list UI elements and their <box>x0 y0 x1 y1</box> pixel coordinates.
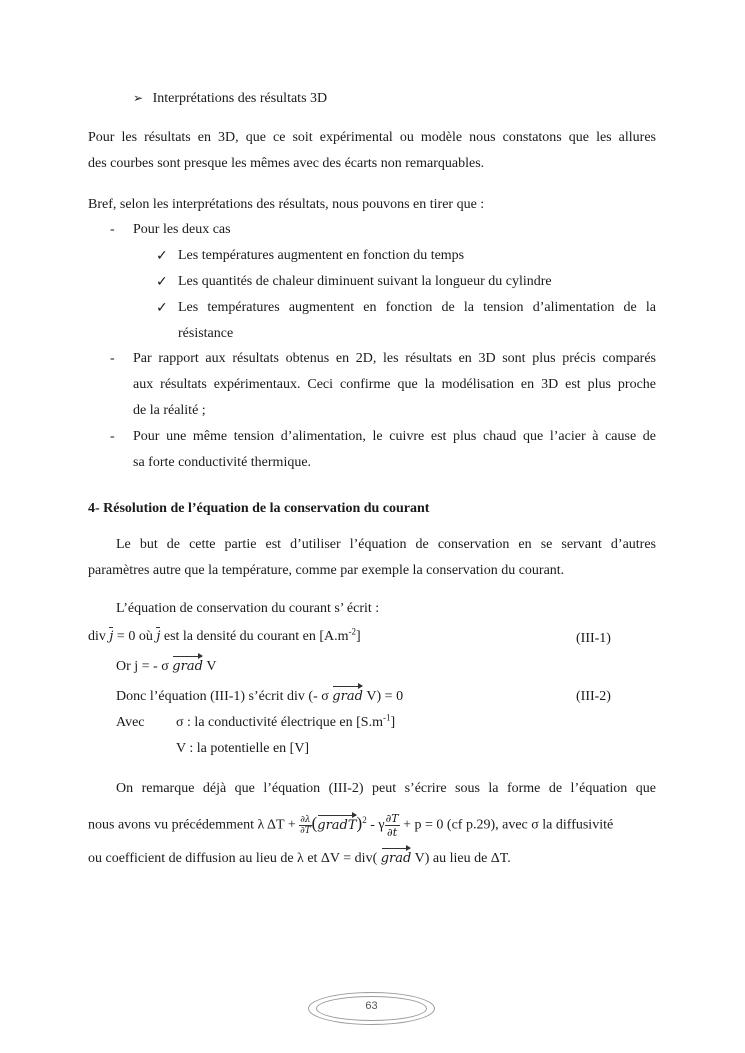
j-vector: j <box>109 629 114 644</box>
div-operator: div <box>88 629 106 644</box>
paren-close: ) <box>356 813 363 833</box>
sigma-exponent: -1 <box>382 712 391 723</box>
para4-line1: On remarque déjà que l’équation (III-2) peut s’écrire sous la forme de l’équation que <box>116 781 656 796</box>
sigma-close: ] <box>390 715 396 730</box>
or-line <box>116 658 217 676</box>
list-item-3-line2: sa forte conductivité thermique. <box>133 455 312 470</box>
or-prefix: Or j = - σ <box>116 659 169 674</box>
para1-line1: Pour les résultats en 3D, que ce soit expérimental ou modèle nous constatons que les allures <box>88 130 656 145</box>
paren-open: ( <box>311 813 318 833</box>
list-item-1: Pour les deux cas <box>133 222 231 237</box>
sub-item-3-line1: Les températures augmentent en fonction de la tension d’alimentation de la <box>178 300 656 315</box>
grad-vector: grad <box>380 851 412 866</box>
eq2-ref: (III-2) <box>576 689 611 704</box>
para4-line3-a: ou coefficient de diffusion au lieu de λ et ΔV = div( <box>88 851 378 866</box>
check-icon: ✓ <box>156 274 168 290</box>
heading-bullet-text: Interprétations des résultats 3D <box>152 91 328 106</box>
para3-line1: Le but de cette partie est d’utiliser l’équation de conservation en se servant d’autres <box>116 537 656 552</box>
donc-suffix: V) = 0 <box>366 689 404 704</box>
para1-line2: des courbes sont presque les mêmes avec des écarts non remarquables. <box>88 156 485 171</box>
para4-line2-a: nous avons vu précédemment λ ΔT + <box>88 817 296 833</box>
para4-line2 <box>88 812 613 839</box>
sigma-definition <box>176 714 395 732</box>
list-dash-1: - <box>110 222 115 237</box>
or-suffix: V <box>206 659 217 674</box>
para4-line2-b: - γ <box>370 817 385 833</box>
gradT-vector: gradT <box>317 817 357 833</box>
fraction-dT-dt: $\frac{\partial T}{\partial t}$ <box>385 812 399 839</box>
donc-prefix: Donc l’équation (III-1) s’écrit div (- σ <box>116 689 329 704</box>
eq1-ref: (III-1) <box>576 631 611 646</box>
eq1-exponent: -2 <box>348 626 357 637</box>
para4-line2-c: + p = 0 (cf p.29), avec σ la diffusivité <box>403 817 614 833</box>
list-dash-2: - <box>110 351 115 366</box>
para4-line3 <box>88 850 511 868</box>
donc-line <box>116 688 403 706</box>
sub-item-1: Les températures augmentent en fonction du temps <box>178 248 465 263</box>
eq1-mid: = 0 où <box>116 629 153 644</box>
para4-line3-b: V) au lieu de ΔT. <box>414 851 511 866</box>
sigma-def-text: σ : la conductivité électrique en [S.m <box>176 715 383 730</box>
list-item-3-line1: Pour une même tension d’alimentation, le cuivre est plus chaud que l’acier à cause de <box>133 429 656 444</box>
list-item-2-line2: aux résultats expérimentaux. Ceci confirme que la modélisation en 3D est plus proche <box>133 377 656 392</box>
V-definition: V : la potentielle en [V] <box>176 741 310 756</box>
list-item-2-line1: Par rapport aux résultats obtenus en 2D, les résultats en 3D sont plus précis comparés <box>133 351 656 366</box>
list-item-2-line3: de la réalité ; <box>133 403 206 418</box>
check-icon: ✓ <box>156 248 168 264</box>
eq1-close: ] <box>356 629 361 644</box>
list-dash-3: - <box>110 429 115 444</box>
j-vector: j <box>156 629 161 644</box>
section-title: 4- Résolution de l’équation de la conservation du courant <box>88 501 430 516</box>
para2: Bref, selon les interprétations des résultats, nous pouvons en tirer que : <box>88 197 485 212</box>
eq-intro: L’équation de conservation du courant s’ écrit : <box>116 601 380 616</box>
heading-bullet <box>133 89 327 108</box>
eq1-line <box>88 628 361 646</box>
square-exponent: 2 <box>362 815 367 826</box>
fraction-dlambda-dT: $\frac{\partial\lambda}{\partial T}$ <box>300 815 311 836</box>
arrow-bullet-icon: ➢ <box>133 91 144 105</box>
sub-item-3-line2: résistance <box>178 326 234 341</box>
eq1-end: est la densité du courant en [A.m <box>163 629 349 644</box>
sub-item-2: Les quantités de chaleur diminuent suivant la longueur du cylindre <box>178 274 552 289</box>
para3-line2: paramètres autre que la température, comme par exemple la conservation du courant. <box>88 563 565 578</box>
check-icon: ✓ <box>156 300 168 316</box>
avec-label: Avec <box>116 715 145 730</box>
grad-vector: grad <box>332 689 363 704</box>
page-number: 63 <box>365 1000 378 1012</box>
grad-vector: grad <box>172 659 203 674</box>
